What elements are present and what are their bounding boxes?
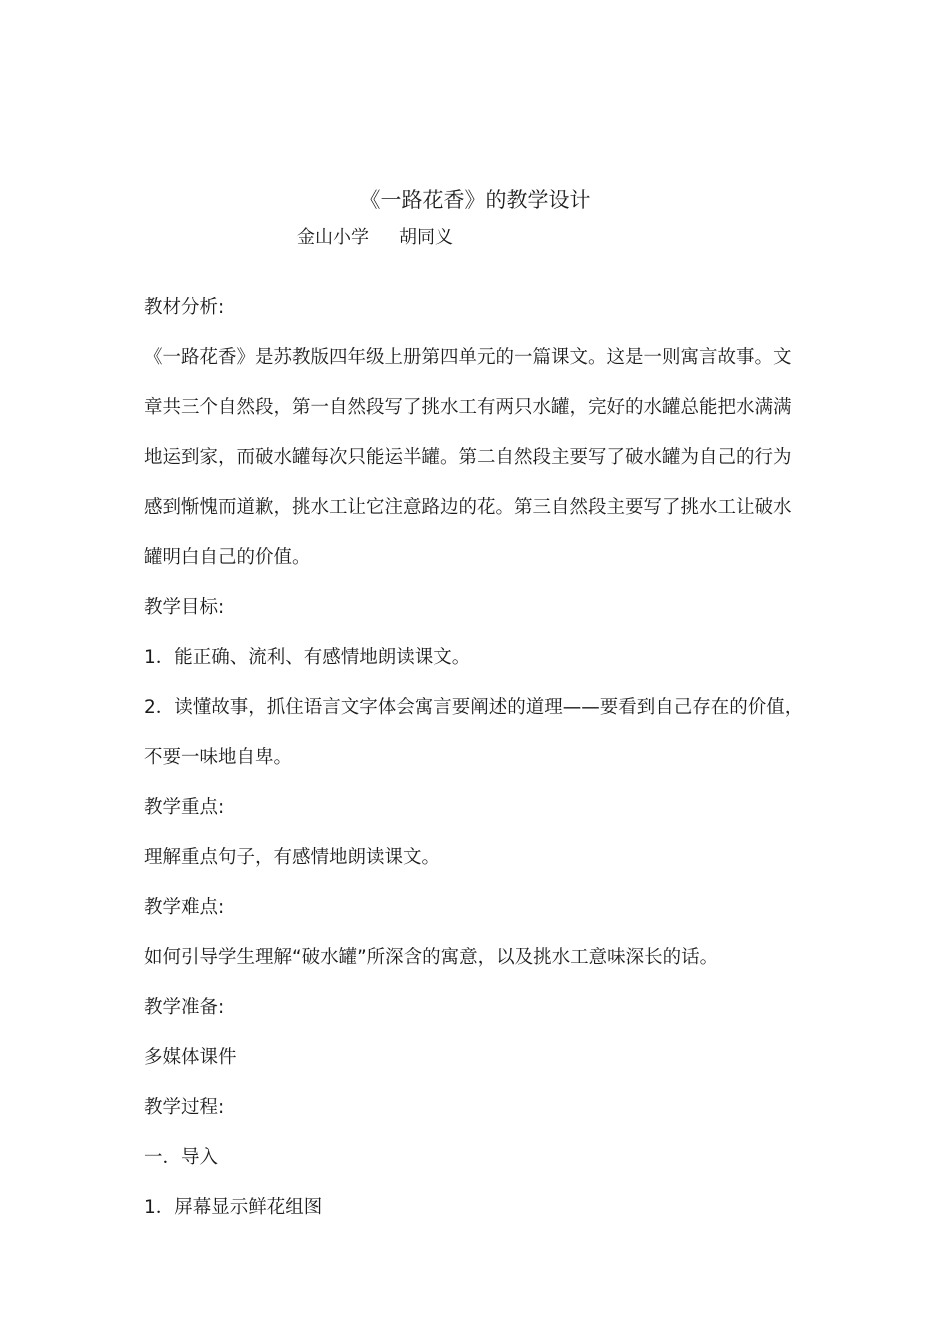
preparation-paragraph: 多媒体课件: [144, 1047, 237, 1068]
document-title: [0, 184, 950, 216]
teaching-goals-heading: 教学目标:: [144, 597, 225, 618]
material-analysis-heading: 教材分析:: [144, 297, 225, 318]
author-line: [297, 224, 453, 252]
document-body: [144, 283, 809, 1233]
author-name: 胡同义: [399, 227, 453, 248]
process-step-1: 一．导入: [144, 1147, 219, 1168]
title-suffix: 的教学设计: [485, 188, 591, 212]
material-analysis-paragraph: 《一路花香》是苏教版四年级上册第四单元的一篇课文。这是一则寓言故事。文章共三个自然段，第一自然段写了挑水工有两只水罐，完好的水罐总能把水满满地运到家，而破水罐每次只能运半罐。第二自然段主要写了破水罐为自己的行为感到惭愧而道歉，挑水工让它注意路边的花。第三自然段主要写了挑水工让破水罐明白自己的价值。: [144, 347, 792, 568]
teaching-goal-2: 2．读懂故事，抓住语言文字体会寓言要阐述的道理——要看到自己存在的价值，不要一味地自卑。: [144, 697, 804, 768]
process-step-1-item-1: 1．屏幕显示鲜花组图: [144, 1197, 323, 1218]
difficulties-paragraph: 如何引导学生理解“破水罐”所深含的寓意，以及挑水工意味深长的话。: [144, 947, 719, 968]
process-heading: 教学过程:: [144, 1097, 225, 1118]
school-name: 金山小学: [297, 227, 369, 248]
difficulties-heading: 教学难点:: [144, 897, 225, 918]
key-points-heading: 教学重点:: [144, 797, 225, 818]
teaching-goal-1: 1．能正确、流利、有感情地朗读课文。: [144, 647, 471, 668]
preparation-heading: 教学准备:: [144, 997, 225, 1018]
title-main: 《一路花香》: [359, 188, 486, 212]
key-points-paragraph: 理解重点句子，有感情地朗读课文。: [144, 847, 441, 868]
